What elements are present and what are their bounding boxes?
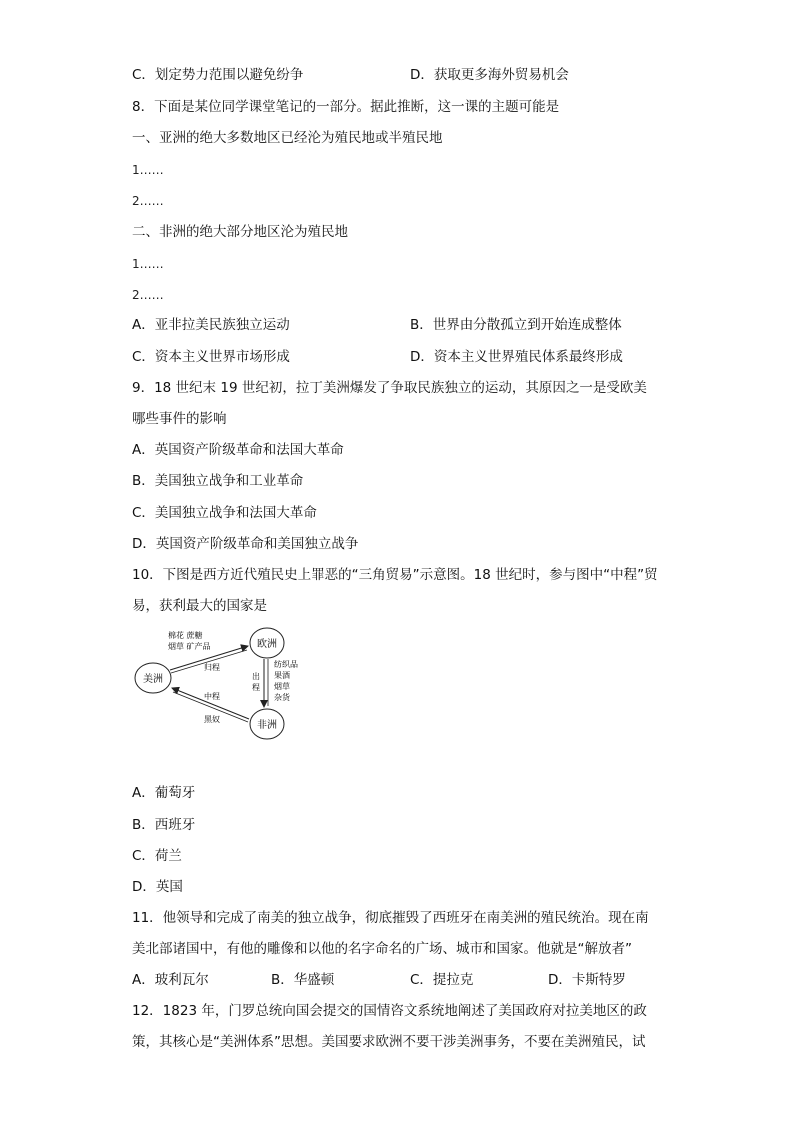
q9-stem-line-1: 9．18 世纪末 19 世纪初，拉丁美洲爆发了争取民族独立的运动，其原因之一是受欧美 (132, 380, 647, 396)
q10-option-a: A．葡萄牙 (132, 785, 196, 801)
q8-option-a: A．亚非拉美民族独立运动 (132, 317, 290, 333)
q8-option-d: D．资本主义世界殖民体系最终形成 (410, 349, 623, 365)
slaves-label: 黑奴 (204, 715, 220, 724)
q10-option-d: D．英国 (132, 879, 183, 895)
america-label: 美洲 (143, 674, 163, 685)
q9-option-d: D．英国资产阶级革命和美国独立战争 (132, 536, 359, 552)
q9-option-a: A．英国资产阶级革命和法国大革命 (132, 442, 344, 458)
middle-passage-label: 中程 (204, 692, 220, 701)
outbound-label: 程 (252, 683, 260, 692)
q9-option-c: C．美国独立战争和法国大革命 (132, 505, 317, 521)
q8-stem: 8．下面是某位同学课堂笔记的一部分。据此推断，这一课的主题可能是 (132, 99, 560, 115)
outbound-label: 出 (252, 672, 260, 681)
goods-to-africa-label: 杂货 (274, 693, 290, 702)
q10-stem-line-2: 易，获利最大的国家是 (132, 598, 267, 614)
goods-to-africa-label: 果酒 (274, 671, 290, 680)
triangle-trade-diagram (128, 624, 308, 744)
q11-option-c: C．提拉克 (410, 972, 474, 988)
q11-stem-line-1: 11．他领导和完成了南美的独立战争，彻底摧毁了西班牙在南美洲的殖民统治。现在南 (132, 910, 649, 926)
europe-label: 欧洲 (257, 639, 277, 650)
q12-stem-line-2: 策，其核心是“美洲体系”思想。美国要求欧洲不要干涉美洲事务，不要在美洲殖民，试 (132, 1034, 646, 1050)
q8-note-item: 1…… (132, 257, 164, 271)
q12-stem-line-1: 12．1823 年，门罗总统向国会提交的国情咨文系统地阐述了美国政府对拉美地区的政 (132, 1003, 647, 1019)
q9-option-b: B．美国独立战争和工业革命 (132, 473, 304, 489)
q11-option-d: D．卡斯特罗 (548, 972, 626, 988)
q8-note-item: 1…… (132, 163, 164, 177)
q7-option-d: D．获取更多海外贸易机会 (410, 67, 569, 83)
goods-to-africa-label: 纺织品 (274, 660, 298, 669)
q8-option-b: B．世界由分散孤立到开始连成整体 (410, 317, 622, 333)
q8-note-heading-1: 一、亚洲的绝大多数地区已经沦为殖民地或半殖民地 (132, 130, 443, 146)
q7-option-c: C．划定势力范围以避免纷争 (132, 67, 304, 83)
q9-stem-line-2: 哪些事件的影响 (132, 411, 227, 427)
q11-option-b: B．华盛顿 (271, 972, 335, 988)
q11-option-a: A．玻利瓦尔 (132, 972, 209, 988)
goods-to-europe-label: 烟草 矿产品 (168, 642, 211, 651)
q8-note-item: 2…… (132, 288, 164, 302)
goods-to-europe-label: 棉花 蔗糖 (168, 631, 203, 640)
q8-option-c: C．资本主义世界市场形成 (132, 349, 290, 365)
q10-stem-line-1: 10．下图是西方近代殖民史上罪恶的“三角贸易”示意图。18 世纪时，参与图中“中程”贸 (132, 567, 658, 583)
q11-stem-line-2: 美北部诸国中，有他的雕像和以他的名字命名的广场、城市和国家。他就是“解放者” (132, 941, 632, 957)
africa-label: 非洲 (257, 720, 277, 731)
q8-note-heading-2: 二、非洲的绝大部分地区沦为殖民地 (132, 224, 348, 240)
goods-to-africa-label: 烟草 (274, 682, 290, 691)
return-leg-label: 归程 (204, 663, 220, 672)
q8-note-item: 2…… (132, 194, 164, 208)
q10-option-b: B．西班牙 (132, 817, 196, 833)
q10-option-c: C．荷兰 (132, 848, 182, 864)
